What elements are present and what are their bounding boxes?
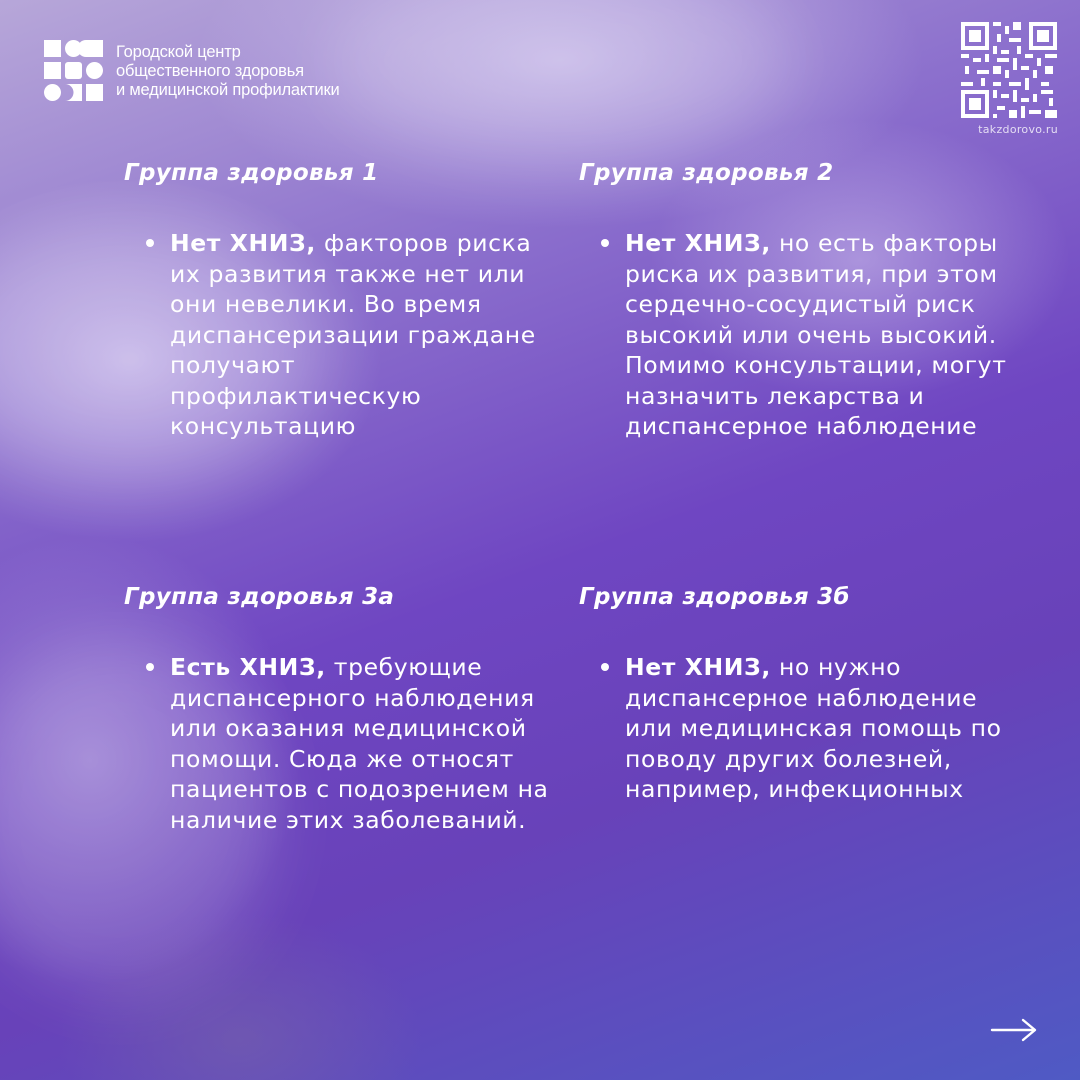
bullet-icon: [601, 239, 609, 247]
group-card-3b: [579, 584, 1009, 805]
logo-mark-icon: [44, 40, 104, 102]
group-lead: Нет ХНИЗ,: [170, 229, 316, 257]
bullet-icon: [601, 663, 609, 671]
org-name-line: общественного здоровья: [116, 61, 304, 80]
group-title: Группа здоровья 2: [579, 160, 834, 186]
group-description: [124, 228, 554, 442]
background-blur: [330, 0, 790, 160]
org-name: [116, 43, 340, 100]
group-text: но есть факторы риска их развития, при этом сердечно-сосудистый риск высокий или очень высокий. Помимо консультации, могут назначить лекарства и диспансерное наблюдение: [625, 229, 1007, 440]
group-lead: Нет ХНИЗ,: [625, 229, 771, 257]
arrow-right-icon[interactable]: [990, 1016, 1038, 1044]
org-name-line: и медицинской профилактики: [116, 80, 340, 99]
bullet-icon: [146, 663, 154, 671]
group-card-3a: [124, 584, 554, 835]
group-description: [579, 228, 1025, 442]
group-lead: Нет ХНИЗ,: [625, 653, 771, 681]
org-logo: [44, 40, 340, 102]
group-card-2: [579, 160, 1009, 442]
group-title: Группа здоровья 1: [124, 160, 379, 186]
group-title: Группа здоровья 3а: [124, 584, 395, 610]
group-description: [124, 652, 554, 835]
bullet-icon: [146, 239, 154, 247]
group-description: [579, 652, 1025, 805]
group-text: но нужно диспансерное наблюдение или медицинская помощь по поводу других болезней, например, инфекционных: [625, 653, 1002, 803]
org-name-line: Городской центр: [116, 42, 241, 61]
qr-code-icon: [961, 22, 1057, 118]
group-text: требующие диспансерного наблюдения или оказания медицинской помощи. Сюда же относят пациентов с подозрением на наличие этих заболеваний.: [170, 653, 549, 834]
site-url[interactable]: takzdorovo.ru: [978, 123, 1058, 136]
group-card-1: [124, 160, 554, 442]
group-text: факторов риска их развития также нет или они невелики. Во время диспансеризации граждане получают профилактическую консультацию: [170, 229, 536, 440]
group-title: Группа здоровья 3б: [579, 584, 850, 610]
group-lead: Есть ХНИЗ,: [170, 653, 326, 681]
